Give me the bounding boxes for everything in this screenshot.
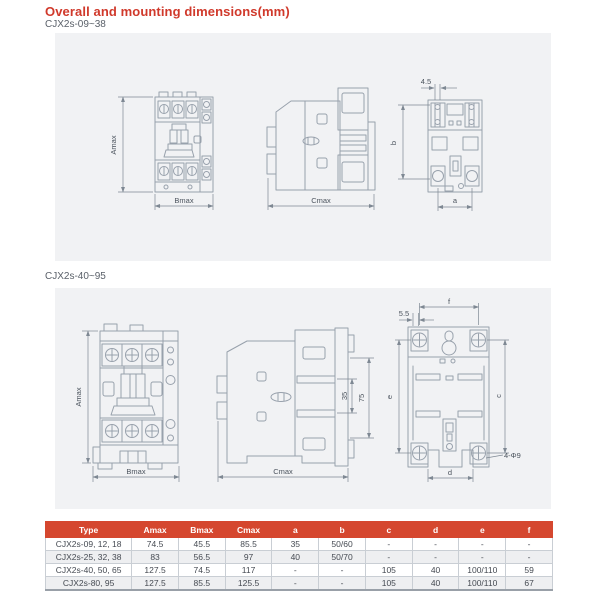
column-header-cmax: Cmax xyxy=(225,522,272,538)
value-cell: 74.5 xyxy=(178,564,225,577)
dim-label-b: b xyxy=(389,140,398,146)
value-cell: - xyxy=(412,551,459,564)
column-header-c: c xyxy=(365,522,412,538)
drawing-panel-2 xyxy=(55,288,551,509)
value-cell: 59 xyxy=(506,564,553,577)
side-view-large xyxy=(217,328,354,466)
value-cell: - xyxy=(412,538,459,551)
dim-label-4-5: 4.5 xyxy=(420,77,432,86)
value-cell: 127.5 xyxy=(132,564,179,577)
dim-label-amax-2: Amax xyxy=(74,387,83,407)
drawing-panel-1 xyxy=(55,33,551,261)
column-header-amax: Amax xyxy=(132,522,179,538)
dim-label-c: c xyxy=(494,394,503,398)
drawing-svg-1 xyxy=(55,33,551,261)
value-cell: 100/110 xyxy=(459,577,506,590)
dim-label-cmax-1: Cmax xyxy=(311,196,331,205)
value-cell: - xyxy=(272,577,319,590)
dim-label-hole-note: 4-Φ9 xyxy=(504,451,521,460)
front-view-small xyxy=(155,92,213,192)
table-row xyxy=(46,538,553,551)
dim-label-amax-1: Amax xyxy=(109,135,118,155)
section1-label: CJX2s-09~38 xyxy=(45,19,106,30)
value-cell: 117 xyxy=(225,564,272,577)
column-header-f: f xyxy=(506,522,553,538)
value-cell: 85.5 xyxy=(178,577,225,590)
table-row xyxy=(46,577,553,590)
value-cell: 85.5 xyxy=(225,538,272,551)
dim-label-75: 75 xyxy=(357,393,366,403)
value-cell: 127.5 xyxy=(132,577,179,590)
column-header-type: Type xyxy=(46,522,132,538)
drawing-svg-2 xyxy=(55,288,551,509)
value-cell: 50/60 xyxy=(319,538,366,551)
dimensions-table xyxy=(45,521,553,591)
table-row xyxy=(46,564,553,577)
value-cell: - xyxy=(365,551,412,564)
type-cell: CJX2s-80, 95 xyxy=(46,577,132,590)
value-cell: - xyxy=(365,538,412,551)
type-cell: CJX2s-09, 12, 18 xyxy=(46,538,132,551)
dim-label-cmax-2: Cmax xyxy=(273,467,293,476)
front-view-large xyxy=(93,324,178,469)
back-view-small xyxy=(428,100,482,192)
column-header-e: e xyxy=(459,522,506,538)
value-cell: 40 xyxy=(412,577,459,590)
table-body xyxy=(46,538,553,590)
side-view-small xyxy=(267,88,375,190)
value-cell: 97 xyxy=(225,551,272,564)
dim-label-a: a xyxy=(452,196,458,205)
value-cell: 45.5 xyxy=(178,538,225,551)
value-cell: 67 xyxy=(506,577,553,590)
value-cell: 35 xyxy=(272,538,319,551)
table-head xyxy=(46,522,553,538)
page-title: Overall and mounting dimensions(mm) xyxy=(45,4,290,19)
dim-label-5-5: 5.5 xyxy=(398,309,410,318)
back-view-large xyxy=(408,327,489,467)
dim-label-d: d xyxy=(447,468,453,477)
value-cell: - xyxy=(319,564,366,577)
value-cell: - xyxy=(319,577,366,590)
table-row xyxy=(46,551,553,564)
dim-label-bmax-1: Bmax xyxy=(174,196,194,205)
value-cell: 125.5 xyxy=(225,577,272,590)
value-cell: 105 xyxy=(365,564,412,577)
value-cell: - xyxy=(459,538,506,551)
value-cell: - xyxy=(506,538,553,551)
value-cell: 105 xyxy=(365,577,412,590)
column-header-b: b xyxy=(319,522,366,538)
value-cell: 40 xyxy=(412,564,459,577)
dim-label-f: f xyxy=(447,297,451,306)
value-cell: 56.5 xyxy=(178,551,225,564)
column-header-a: a xyxy=(272,522,319,538)
value-cell: 40 xyxy=(272,551,319,564)
dim-label-35: 35 xyxy=(340,391,349,401)
type-cell: CJX2s-40, 50, 65 xyxy=(46,564,132,577)
dim-label-e: e xyxy=(385,394,394,400)
value-cell: 100/110 xyxy=(459,564,506,577)
section2-label: CJX2s-40~95 xyxy=(45,271,106,282)
dim-label-bmax-2: Bmax xyxy=(126,467,146,476)
value-cell: 83 xyxy=(132,551,179,564)
column-header-d: d xyxy=(412,522,459,538)
table-header-row xyxy=(46,522,553,538)
value-cell: 74.5 xyxy=(132,538,179,551)
value-cell: - xyxy=(506,551,553,564)
value-cell: - xyxy=(272,564,319,577)
column-header-bmax: Bmax xyxy=(178,522,225,538)
value-cell: - xyxy=(459,551,506,564)
type-cell: CJX2s-25, 32, 38 xyxy=(46,551,132,564)
value-cell: 50/70 xyxy=(319,551,366,564)
